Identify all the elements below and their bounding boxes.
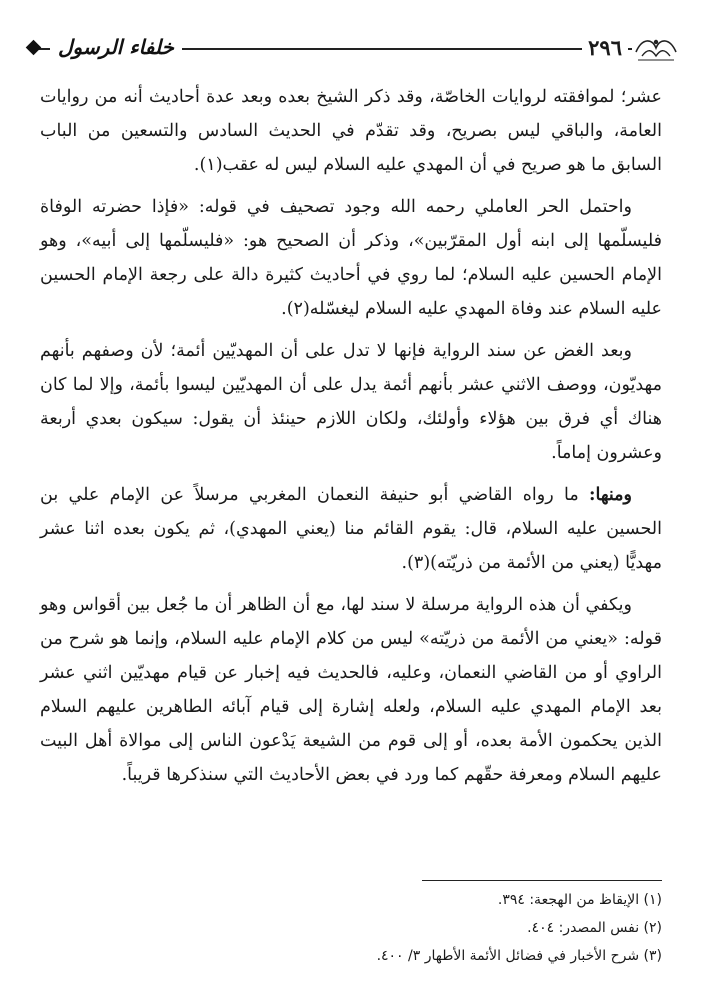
page-header: [28, 30, 680, 72]
paragraph: [40, 334, 662, 470]
footnote: (٢) نفس المصدر: ٤٠٤.: [527, 920, 662, 936]
running-title: خلفاء الرسول: [50, 30, 182, 64]
paragraph-text: عشر؛ لموافقته لروايات الخاصّة، وقد ذكر الشيخ بعده وبعد عدة أحاديث أنه من روايات العامة، والباقي ليس بصريح، وقد تقدّم في الحديث السادس والتسعين من الباب السابق ما هو صريح في أن المهدي عليه السلام ليس له عقب(١).: [40, 87, 662, 175]
ornament-icon: [632, 30, 680, 66]
paragraph-text: ما رواه القاضي أبو حنيفة النعمان المغربي مرسلاً عن الإمام علي بن الحسين عليه السلام، قال: يقوم القائم منا (يعني المهدي)، ثم يكون بعده اثنا عشر مهديًّا (يعني من الأئمة من ذريّته)(٣).: [40, 485, 662, 573]
paragraph-lead: ومنها:: [589, 485, 632, 505]
main-text: [40, 80, 662, 800]
footnotes: [102, 886, 662, 970]
paragraph: [40, 80, 662, 182]
paragraph: [40, 478, 662, 580]
diamond-icon: [26, 40, 42, 56]
footnote: (٣) شرح الأخبار في فضائل الأئمة الأطهار ٣/ ٤٠٠.: [376, 948, 662, 964]
paragraph-text: ويكفي أن هذه الرواية مرسلة لا سند لها، مع أن الظاهر أن ما جُعل بين أقواس وهو قوله: «يعني من الأئمة من ذريّته» ليس من كلام الإمام عليه السلام، وإنما هو شرح من الراوي أو من القاضي النعمان، وعليه، فالحديث فيه إخبار عن قيام مهديّين اثني عشر بعد الإمام المهدي عليه السلام، ولعله إشارة إلى قيام آبائه الطاهرين عليهم السلام الذين يحكمون الأمة بعده، أو إلى قوم من الشيعة يَدْعون الناس إلى موالاة أهل البيت عليهم السلام ومعرفة حقّهم كما ورد في بعض الأحاديث التي سنذكرها قريباً.: [40, 595, 662, 785]
footnote-separator: [422, 880, 662, 881]
paragraph: [40, 588, 662, 792]
footnote: (١) الإيقاظ من الهجعة: ٣٩٤.: [497, 892, 662, 908]
paragraph-text: واحتمل الحر العاملي رحمه الله وجود تصحيف في قوله: «فإذا حضرته الوفاة فليسلّمها إلى ابنه أول المقرّبين»، وذكر أن الصحيح هو: «فليسلّمها إلى أبيه»، وهو الإمام الحسين عليه السلام؛ لما روي في أحاديث كثيرة دالة على رجعة الإمام الحسين عليه السلام عند وفاة المهدي عليه السلام ليغسّله(٢).: [40, 197, 662, 319]
paragraph-text: وبعد الغض عن سند الرواية فإنها لا تدل على أن المهديّين أئمة؛ لأن وصفهم بأنهم مهديّون، ووصف الاثني عشر بأنهم أئمة يدل على أن المهديّين ليسوا بأئمة، وإلا لما كان هناك أي فرق بين هؤلاء وأولئك، ولكان اللازم حينئذ أن يقول: سيكون بعدي أربعة وعشرون إماماً.: [40, 341, 662, 463]
paragraph: [40, 190, 662, 326]
page-number: ٢٩٦: [582, 32, 628, 64]
